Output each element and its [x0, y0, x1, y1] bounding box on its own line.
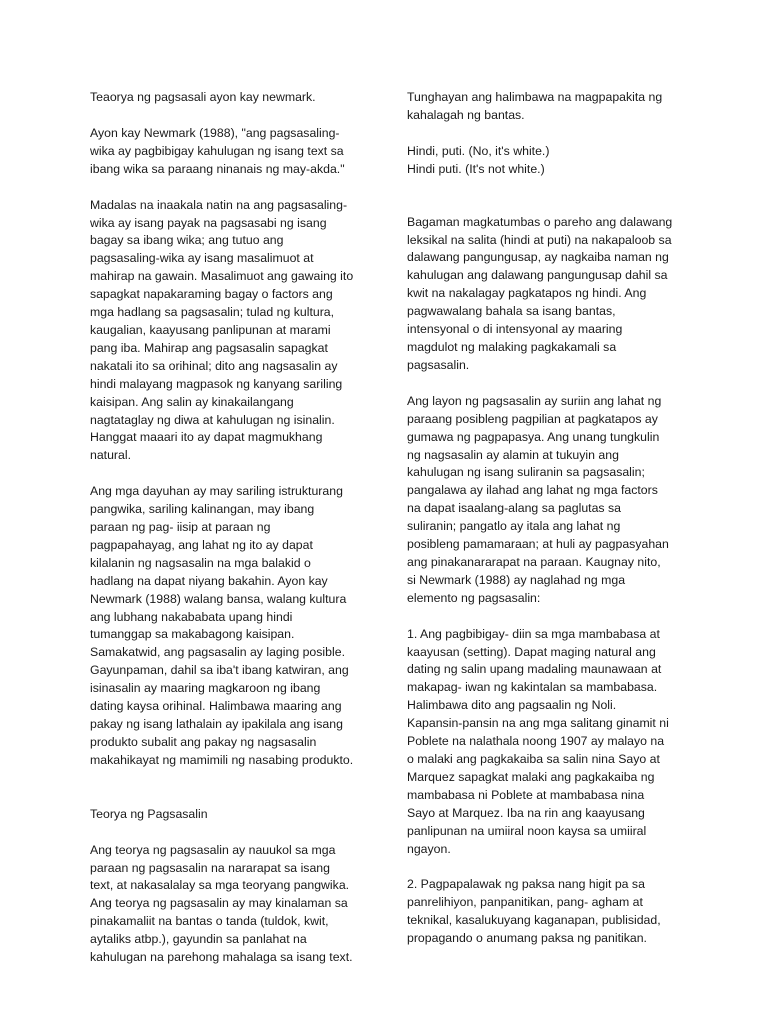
heading-newmark-theory: Teaorya ng pagsasali ayon kay newmark. — [90, 90, 316, 104]
paragraph-element-1: 1. Ang pagbibigay- diin sa mga mambabasa at kaayusan (setting). Dapat maging natural ang dating ng salin upang madaling maunawaan at makapag- iwan ng kakintalan sa mambabasa. Halimbawa dito ang pagsaalin ng Noli. Kapansin-pansin na ang mga salitang ginamit ni Poblete na nalathala noong 1907 ay malayo na o malaki ang pagkakaiba sa salin nina Sayo at Marquez sapagkat malaki ang pagkakaiba ng mambabasa ni Poblete at mambabasa nina Sayo at Marquez. Iba na rin ang kaayusang panlipunan na umiiral noon kaysa sa umiiral ngayon. — [407, 626, 669, 856]
heading-translation-theory: Teorya ng Pagsasalin — [90, 806, 208, 821]
example-line-1: Hindi, puti. (No, it's white.) — [407, 143, 550, 158]
example-line-2: Hindi puti. (It's not white.) — [407, 161, 545, 176]
paragraph-punctuation-example-intro: Tunghayan ang halimbawa na magpapakita ng kahalagah ng bantas. — [407, 90, 663, 122]
paragraph-element-2: 2. Pagpapalawak ng paksa nang higit pa sa panrelihiyon, panpanitikan, pang- agham at teknikal, kasalukuyang kaganapan, publisidad, propagando o anumang paksa ng panitikan. — [407, 877, 661, 946]
paragraph-translation-complexity: Madalas na inaakala natin na ang pagsasaling- wika ay isang payak na pagsasabi ng isang bagay sa ibang wika; ang tutuo ang pagsasaling-wika ay isang masalimuot at mahirap na gawain. Masalimuot ang gawaing ito sapagkat napakaraming bagay o factors ang mga hadlang sa pagsasalin; tulad ng kultura, kaugalian, kaayusang panlipunan at marami pang iba. Mahirap ang pagsasalin sapagkat nakatali ito sa orihinal; dito ang nagsasalin ay hindi malayang magpasok ng kanyang sariling kaisipan. Ang salin ay kinakailangang nagtataglay ng diwa at kahulugan ng isinalin. Hanggat maaari ito ay dapat magmukhang natural. — [90, 197, 354, 463]
paragraph-translation-purpose: Ang layon ng pagsasalin ay suriin ang lahat ng paraang posibleng pagpilian at pagkatapos ay gumawa ng pagpapasya. Ang unang tungkulin ng nagsasalin ay alamin at tukuyin ang kahulugan ng isang suliranin sa pagsasalin; pangalawa ay ilahad ang lahat ng mga factors na dapat isaalang-alang sa paglutas sa suliranin; pangatlo ay itala ang lahat ng posibleng pamamaraan; at huli ay pagpasyahan ang pinakanararapat na paraan. Kaugnay nito, si Newmark (1988) ay naglahad ng mga elemento ng pagsasalin: — [407, 393, 669, 605]
paragraph-translation-theory: Ang teorya ng pagsasalin ay nauukol sa mga paraan ng pagsasalin na nararapat sa isang text, at nakasalalay sa mga teoryang pangwika. Ang teorya ng pagsasalin ay may kinalaman sa pinakamaliit na bantas o tanda (tuldok, kwit, aytaliks atbp.), gayundin sa panlahat na kahulugan na parehong mahalaga sa isang text. — [90, 842, 353, 965]
paragraph-punctuation-analysis: Bagaman magkatumbas o pareho ang dalawang leksikal na salita (hindi at puti) na nakapaloob sa dalawang pangungusap, ay nagkaiba naman ng kahulugan ang dalawang pangungusap dahil sa kwit na nakalagay pagkatapos ng hindi. Ang pagwawalang bahala sa isang bantas, intensyonal o di intensyonal ay maaring magdulot ng malaking pagkakamali sa pagsasalin. — [407, 214, 673, 372]
paragraph-newmark-definition: Ayon kay Newmark (1988), "ang pagsasaling- wika ay pagbibigay kahulugan ng isang text sa ibang wika sa paraang ninanais ng may-akda." — [90, 125, 345, 176]
right-column — [407, 89, 685, 948]
left-column — [90, 89, 364, 967]
paragraph-foreign-language-structure: Ang mga dayuhan ay may sariling istrukturang pangwika, sariling kalinangan, may ibang paraan ng pag- iisip at paraan ng pagpapahayag, ang lahat ng ito ay dapat kilalanin ng nagsasalin na mga balakid o hadlang na dapat niyang bakahin. Ayon kay Newmark (1988) walang bansa, walang kultura ang lubhang nakababata upang hindi tumanggap sa makabagong kaisipan. Samakatwid, ang pagsasalin ay laging posible. Gayunpaman, dahil sa iba't ibang katwiran, ang isinasalin ay maaring magkaroon ng ibang dating kaysa orihinal. Halimbawa maaring ang pakay ng isang lathalain ay ipakilala ang isang produkto subalit ang pakay ng nagsasalin makahikayat ng mamimili ng nasabing produkto. — [90, 484, 354, 767]
